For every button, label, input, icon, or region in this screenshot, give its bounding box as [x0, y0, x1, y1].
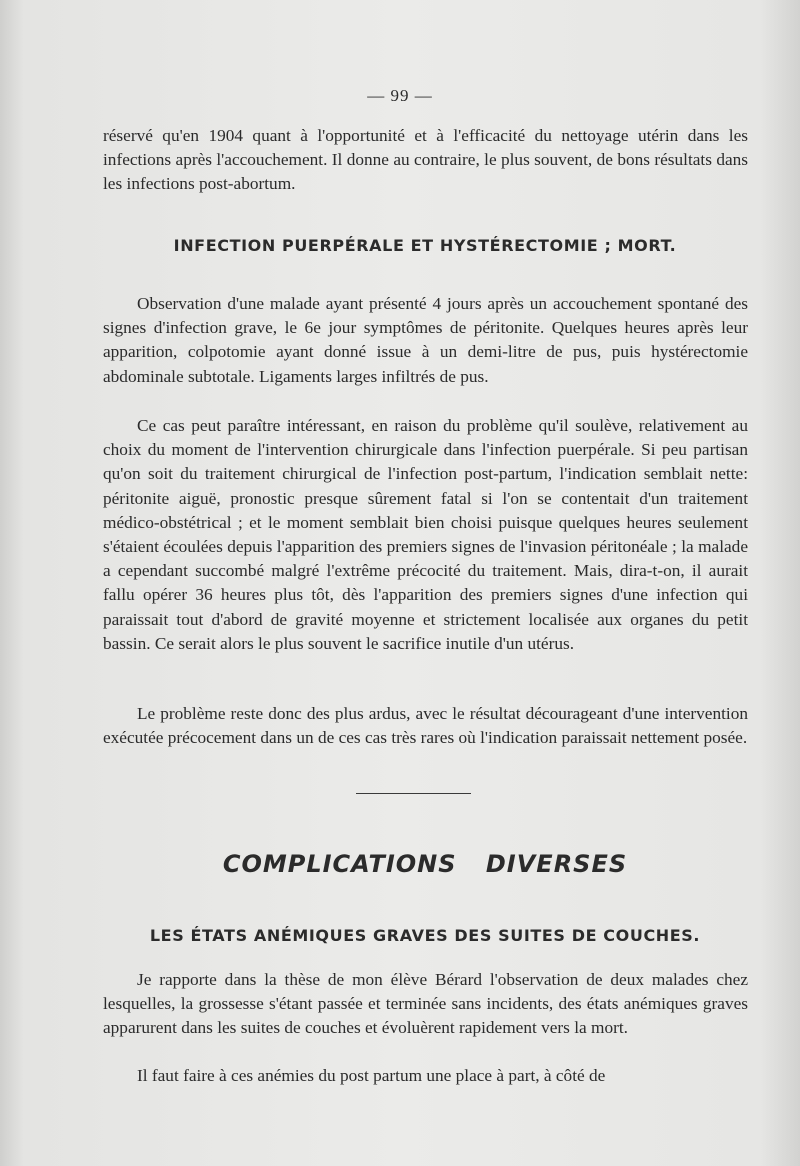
anemia-paragraph: Je rapporte dans la thèse de mon élève Bérard l'observation de deux malades chez lesquelles, la grossesse s'étant passée et terminée sans incidents, des états anémiques graves apparurent dans les suites de couches et évoluèrent rapidement vers la mort.	[103, 970, 748, 1038]
heading-etats-anemiques: LES ÉTATS ANÉMIQUES GRAVES DES SUITES DE COUCHES.	[149, 926, 701, 945]
section-divider	[356, 793, 471, 794]
post-partum-paragraph: Il faut faire à ces anémies du post partum une place à part, à côté de	[137, 1066, 606, 1085]
heading-infection-puerperale: INFECTION PUERPÉRALE ET HYSTÉRECTOMIE ; MORT.	[173, 236, 677, 255]
page-number: — 99 —	[367, 86, 433, 105]
section-title: COMPLICATIONS DIVERSES	[222, 850, 628, 878]
intro-paragraph: réservé qu'en 1904 quant à l'opportunité et à l'efficacité du nettoyage utérin dans les infections après l'accouchement. Il donne au contraire, le plus souvent, de bons résultats dans les infections post-abortum.	[103, 126, 748, 194]
observation-paragraph: Observation d'une malade ayant présenté 4 jours après un accouchement spontané des signes d'infection grave, le 6e jour symptômes de péritonite. Quelques heures après leur apparition, colpotomie ayant donné issue à un demi-litre de pus, puis hystérectomie abdominale subtotale. Ligaments larges infiltrés de pus.	[103, 294, 748, 386]
discussion-paragraph: Ce cas peut paraître intéressant, en raison du problème qu'il soulève, relativement au choix du moment de l'intervention chirurgicale dans l'infection puerpérale. Si peu partisan qu'on soit du traitement chirurgical de l'infection post-partum, l'indication semblait nette: péritonite aiguë, pronostic presque sûrement fatal si l'on se contentait d'un traitement médico-obstétrical ; et le moment semblait bien choisi puisque quelques heures seulement s'étaient écoulées depuis l'apparition des premiers signes de l'invasion péritonéale ; la malade a cependant succombé malgré l'extrême précocité du traitement. Mais, dira-t-on, il aurait fallu opérer 36 heures plus tôt, dès l'apparition des premiers signes d'une infection qui paraissait tout d'abord de gravité moyenne et strictement localisée aux organes du petit bassin. Ce serait alors le plus souvent le sacrifice inutile d'un utérus.	[103, 416, 748, 653]
conclusion-paragraph: Le problème reste donc des plus ardus, avec le résultat décourageant d'une intervention exécutée précocement dans un de ces cas très rares où l'indication paraissait nettement posée.	[103, 704, 748, 748]
